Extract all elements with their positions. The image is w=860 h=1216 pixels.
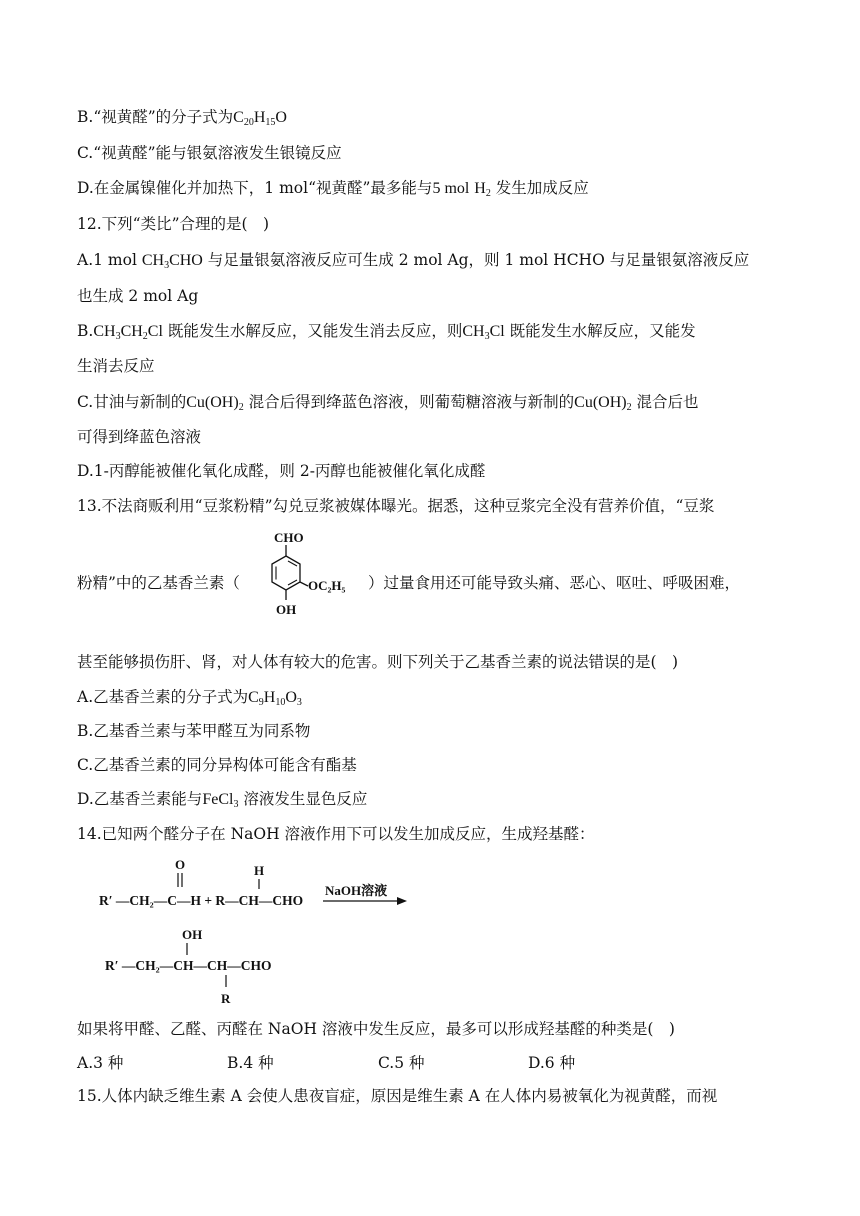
formula-ch3ch2cl: $CH_3CH_2Cl$	[93, 323, 163, 342]
q11-option-d: D.在金属镍催化并加热下，1 mol“视黄醛”最多能与5 mol $H_2$ 发生加成反应	[77, 179, 589, 199]
formula-ch3cl: $CH_3Cl$	[462, 323, 505, 342]
q13-stem-line3: 甚至能够损伤肝、肾，对人体有较大的危害。则下列关于乙基香兰素的说法错误的是( )	[77, 653, 679, 671]
structure-oc2h5-label: OC₂H₅	[308, 578, 346, 593]
q12-option-c-cont: 可得到绛蓝色溶液	[77, 428, 202, 446]
formula-h2: $H_2$	[474, 180, 491, 199]
q12-option-b: $B.CH_3CH_2Cl$ 既能发生水解反应，又能发生消去反应，则$CH_3Cl$ 既能发生水解反应，又能发	[77, 322, 696, 342]
q13-option-d: D.乙基香兰素能与FeCl$_3$ 溶液发生显色反应	[77, 790, 368, 810]
q14-stem: 14.已知两个醛分子在 NaOH 溶液作用下可以发生加成反应，生成羟基醛：	[77, 825, 595, 843]
q12-option-b-cont: 生消去反应	[77, 357, 155, 375]
q14-option-b: B.4 种	[227, 1054, 274, 1072]
formula-c20h15o: $C_{20}H_{15}O$	[233, 109, 287, 128]
q13-option-a: A.乙基香兰素的分子式为$C_9H_{10}O_3$	[77, 688, 302, 708]
formula-fecl3: FeCl$_3$	[202, 791, 239, 810]
q11-option-b: B.“视黄醛”的分子式为$C_{20}H_{15}O$	[77, 108, 287, 128]
formula-ch3cho: $CH_3CHO$	[141, 252, 203, 271]
q12-option-d: D.1-丙醇能被催化氧化成醛，则 2-丙醇也能被催化氧化成醛	[77, 462, 486, 480]
scheme-product-r: R	[221, 991, 231, 1006]
scheme-product-oh: OH	[182, 927, 203, 942]
q12-option-a: A.1 mol $CH_3CHO$ 与足量银氨溶液反应可生成 2 mol Ag，则 1 mol HCHO 与足量银氨溶液反应	[77, 251, 750, 271]
q15-stem: 15.人体内缺乏维生素 A 会使人患夜盲症，原因是维生素 A 在人体内易被氧化为视黄醛，而视	[77, 1087, 718, 1105]
q12-option-a-cont: 也生成 2 mol Ag	[77, 287, 199, 305]
q14-option-c: C.5 种	[378, 1054, 425, 1072]
q12-stem: 12.下列“类比”合理的是( )	[77, 215, 270, 233]
q11-option-c: C.“视黄醛”能与银氨溶液发生银镜反应	[77, 144, 342, 162]
q13-stem-line2-pre: 粉精”中的乙基香兰素（	[77, 574, 240, 592]
scheme-reagent: NaOH溶液	[325, 883, 388, 898]
q13-option-b: B.乙基香兰素与苯甲醛互为同系物	[77, 722, 311, 740]
aldol-reaction-scheme	[95, 855, 425, 1010]
structure-cho-label: CHO	[274, 530, 304, 545]
q13-stem-line2-post: ）过量食用还可能导致头痛、恶心、呕吐、呼吸困难，	[368, 574, 741, 592]
scheme-carbonyl-o: O	[175, 857, 186, 872]
scheme-reactants: R′ —CH₂—C—H + R—CH—CHO	[99, 893, 304, 908]
ethyl-vanillin-structure	[262, 528, 367, 634]
q14-question: 如果将甲醛、乙醛、丙醛在 NaOH 溶液中发生反应，最多可以形成羟基醛的种类是( )	[77, 1020, 675, 1038]
scheme-alpha-h: H	[254, 863, 265, 878]
scheme-product: R′ —CH₂—CH—CH—CHO	[105, 958, 272, 973]
q14-option-a: A.3 种	[77, 1054, 124, 1072]
q13-option-c: C.乙基香兰素的同分异构体可能含有酯基	[77, 756, 357, 774]
formula-cuoh2: $Cu(OH)_2$	[186, 394, 244, 413]
q14-option-d: D.6 种	[528, 1054, 576, 1072]
amount-5mol: 5 mol	[432, 180, 470, 197]
q13-stem-line1: 13.不法商贩利用“豆浆粉精”勾兑豆浆被媒体曝光。据悉，这种豆浆完全没有营养价值，“豆浆	[77, 497, 715, 515]
q14-options	[77, 1051, 677, 1073]
structure-oh-label: OH	[276, 602, 297, 617]
q12-option-c: C.甘油与新制的$Cu(OH)_2$ 混合后得到绛蓝色溶液，则葡萄糖溶液与新制的$Cu(OH)_2$ 混合后也	[77, 393, 699, 413]
formula-cuoh2-2: $Cu(OH)_2$	[574, 394, 632, 413]
formula-c9h10o3: $C_9H_{10}O_3$	[248, 689, 302, 708]
